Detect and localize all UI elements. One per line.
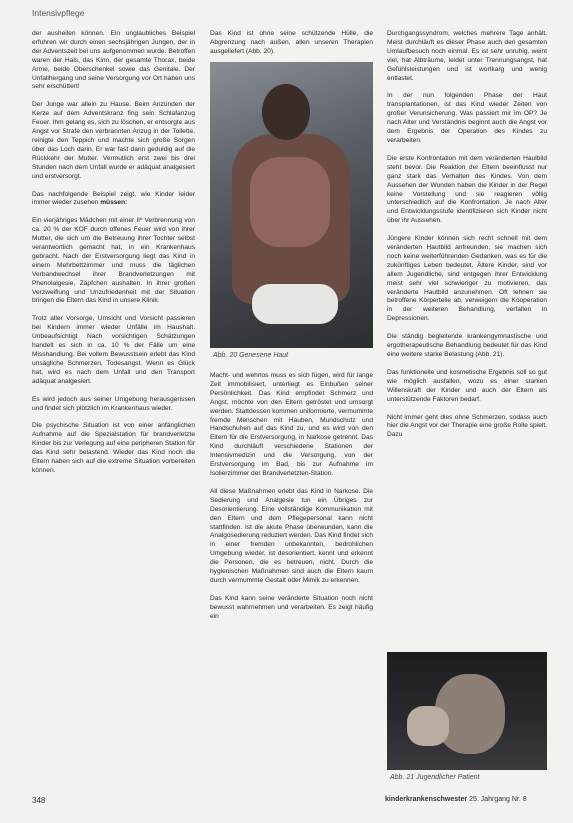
photo-hand-shape	[407, 706, 449, 746]
paragraph-text: Das nachfolgende Beispiel zeigt, wie Kinder leider immer wieder zusehen	[32, 190, 195, 207]
text-column-2	[210, 30, 373, 66]
paragraph: Ein vierjähriges Mädchen mit einer IIº Verbrennung von ca. 20 % der KOF durch offenes Feuer wird von ihrer Mutter, die sich um die Betreuung ihrer Tochter selbst verantwortlich gemacht hat, in ein Krankenhaus gebracht. Nach der Erstversorgung liegt das Kind in einem Mehrbettzimmer und muss die täglichen Verbandwechsel ihrer Brandverletzungen mit Phenolalgesie, Zäpfchen aushalten. In ihrer großen Verzweiflung und Unzufriedenheit mit der Situation bringen die Eltern das Kind in unsere Klinik.	[32, 217, 195, 305]
paragraph: Die erste Konfrontation mit dem veränderten Haulbild steht bevor. Die Reaktion der Eltern beeinflusst nur ganz stark das Verhalten des Kindes. Von dem Aussehen der Wunden haben die Kinder in der Regel keine Vorstellung und sie reagieren völlig unterschiedlich auf die Konfrontation. Je nach Alter und Entwicklungsstufe identifizieren sich Kinder nicht über ihr Aussehen.	[387, 154, 547, 225]
text-column-1	[32, 30, 195, 485]
paragraph: Das Kind kann seine veränderte Situation noch nicht bewusst wahrnehmen und verarbeiten. Es zeigt häufig ein	[210, 594, 373, 620]
photo-wound-shape	[250, 157, 330, 247]
paragraph: Trotz aller Vorsorge, Umsicht und Vorsicht passieren bei Kindern immer wieder Unfälle im Haushalt. Unbeaufsichtigt Nach vorsichtigen Schätzungen handelt es sich in ca. 10 % der Fälle um eine Misshandlung. Bei vollem Bewusstsein erlebt das Kind unsägliche Schmerzen, Todesangst. Wenn es Glück hat, wird es nach dem Unfall und den Transport adäquat analgesiert.	[32, 315, 195, 385]
section-header: Intensivpflege	[32, 8, 85, 18]
paragraph: All diese Maßnahmen erlebt das Kind in Narkose. Die Sedierung und Analgesie tun ein Übriges zur Desorientierung. Eine vollständige Kommunikation mit den Eltern und dem Pflegepersonal kann nicht stattfinden. Ist die akute Phase überwunden, kann die Analgosedierung reduziert werden. Das Kind findet sich in einer fremden unbekannten, bedrohlichen Umgebung wieder, ist desorientiert, kennt und erkennt die Personen, die es betreuen, nicht. Durch die hygienischen Maßnahmen sind auch die Eltern kaum durch vermummte Gestalt oder Mimik zu erkennen.	[210, 487, 373, 584]
paragraph-bold-text: müssen:	[100, 199, 128, 207]
paragraph: Die ständig begleitende krankengymnastische und ergotherapeutische Behandlung bedeutet für das Kind eine weitere starke Belastung (Abb. 21).	[387, 333, 547, 358]
paragraph: Macht- und wehrlos muss es sich fügen, wird für lange Zeit immobilisiert, unterliegt es Einbußen seiner Persönlichkeit. Das Kind empfindet Schmerz und Angst, möchte von den Eltern getröstet und umsorgt werden. Stattdessen kommen uniformierte, vermummte fremde Menschen mit Hauben, Mundschutz und Handschuhen auf das Kind zu, und es wird von den Eltern für die Erstversorgung, in Narkose getrennt. Das Kind durchläuft verschiedene Stationen der Intensivmedizin und die Versorgung, von der Erstversorgung im Bad, bis zur Aufnahme im Isolierzimmer der Brandverletzten-Station.	[210, 372, 373, 477]
paragraph: In der nun folgenden Phase der Haut transplantationen, ist das Kind wieder Zeiten von großer Verunsicherung. Was passiert mir im OP? Je nach Alter und Verständnis beginnt auch die Angst vor dem Ergebnis der Operation des Kindes zu verarbeiten.	[387, 92, 547, 144]
paragraph: der ausheilen können. Ein unglaubliches Beispiel erfuhren wir durch einen sechsjährigen Jungen, der in der Adventszeit bei uns aufgenommen wurde. Betroffen waren der Hals, das Kinn, der gesamte Thorax, beide Arme, beide Oberschenkel sowie das Genitale. Der Unfallhergang und seine Versorgung vor Ort haben uns sehr erschüttert!	[32, 30, 195, 91]
photo-adolescent-patient	[387, 652, 547, 770]
text-column-3	[387, 30, 547, 449]
paragraph: Es wird jedoch aus seiner Umgebung herausgerissen und findet sich plötzlich im Krankenhaus wieder.	[32, 395, 195, 412]
paragraph	[32, 191, 195, 209]
paragraph: Der Junge war allein zu Hause. Beim Anzünden der Kerze auf dem Adventskranz fing sein Schlafanzug Feuer. Ihm gelang es, sich zu löschen, er entsorgte aus Angst vor Strafe den verbrannten Anzug in der Toilette, reinigte den Teppich und machte sich große Sorgen über das Loch darin. Er war fast dann geduldig auf die Rückkehr der Mutter. Vermutlich erst zwei bis drei Stunden nach dem Unfall wurde er adäquat analgesiert und erstversorgt.	[32, 101, 195, 180]
journal-name: kinderkrankenschwester	[385, 796, 468, 803]
figure-caption-21: Abb. 21 Jugendlicher Patient	[390, 774, 480, 781]
paragraph: Jüngere Kinder können sich recht schnell mit dem veränderten Hautbild anfreunden, sie machen sich noch keine weiterführenden Gedanken, was es für die zukünftiges Leben bedeutet. Ältere Kinder, sind vor allem Jugendliche, sind entgegen ihrer Entwicklung meist sehr viel schwieriger zu motivieren, das veränderte Hautbild anzunehmen. Oft lehnen sie betroffene Körperteile ab, verweigern die Kooperation in der weiteren Behandlung, verfallen in Depressionen.	[387, 235, 547, 323]
page-number: 348	[32, 796, 46, 805]
journal-footer	[385, 796, 527, 803]
paragraph: Nicht immer geht dies ohne Schmerzen, sodass auch hier die Angst vor der Therapie eine große Rolle spielt. Dazu	[387, 413, 547, 439]
text-column-2-lower	[210, 372, 373, 631]
paragraph: Die psychische Situation ist von einer anfänglichen Aufnahme auf die Spezialstation für brandverletzte Kinder bis zur Verlegung auf eine peripheren Station für das Kind sehr belastend. Wieder das Kind noch die Eltern haben sich auf die extreme Situation vorbereiten können.	[32, 422, 195, 474]
figure-caption-20: Abb. 20 Genesene Haut	[213, 352, 289, 359]
journal-issue: 25. Jahrgang Nr. 8	[469, 796, 527, 803]
photo-diaper-shape	[252, 284, 338, 324]
paragraph: Das Kind ist ohne seine schützende Hülle, die Abgrenzung nach außen, allen unseren Therapien ausgeliefert (Abb. 20).	[210, 30, 373, 55]
paragraph: Durchgangssyndrom, welches mehrere Tage anhält. Meist durchläuft es dieser Phase auch den gesamten Umlaufbesuch noch einmal. Es ist sehr unruhig, weint viel, hat Albträume, leidet unter Trennungsangst, hat Gefühlsleistungen und ist wortkarg und wenig entlastet.	[387, 30, 547, 82]
photo-healed-skin	[210, 62, 373, 348]
paragraph: Das funktionelle und kosmetische Ergebnis soll so gut wie möglich ausfallen, wozu es einer starken Willenskraft der Kinder und auch der Eltern als unterstützende Faktoren bedarf.	[387, 368, 547, 403]
photo-head-shape	[262, 84, 310, 140]
